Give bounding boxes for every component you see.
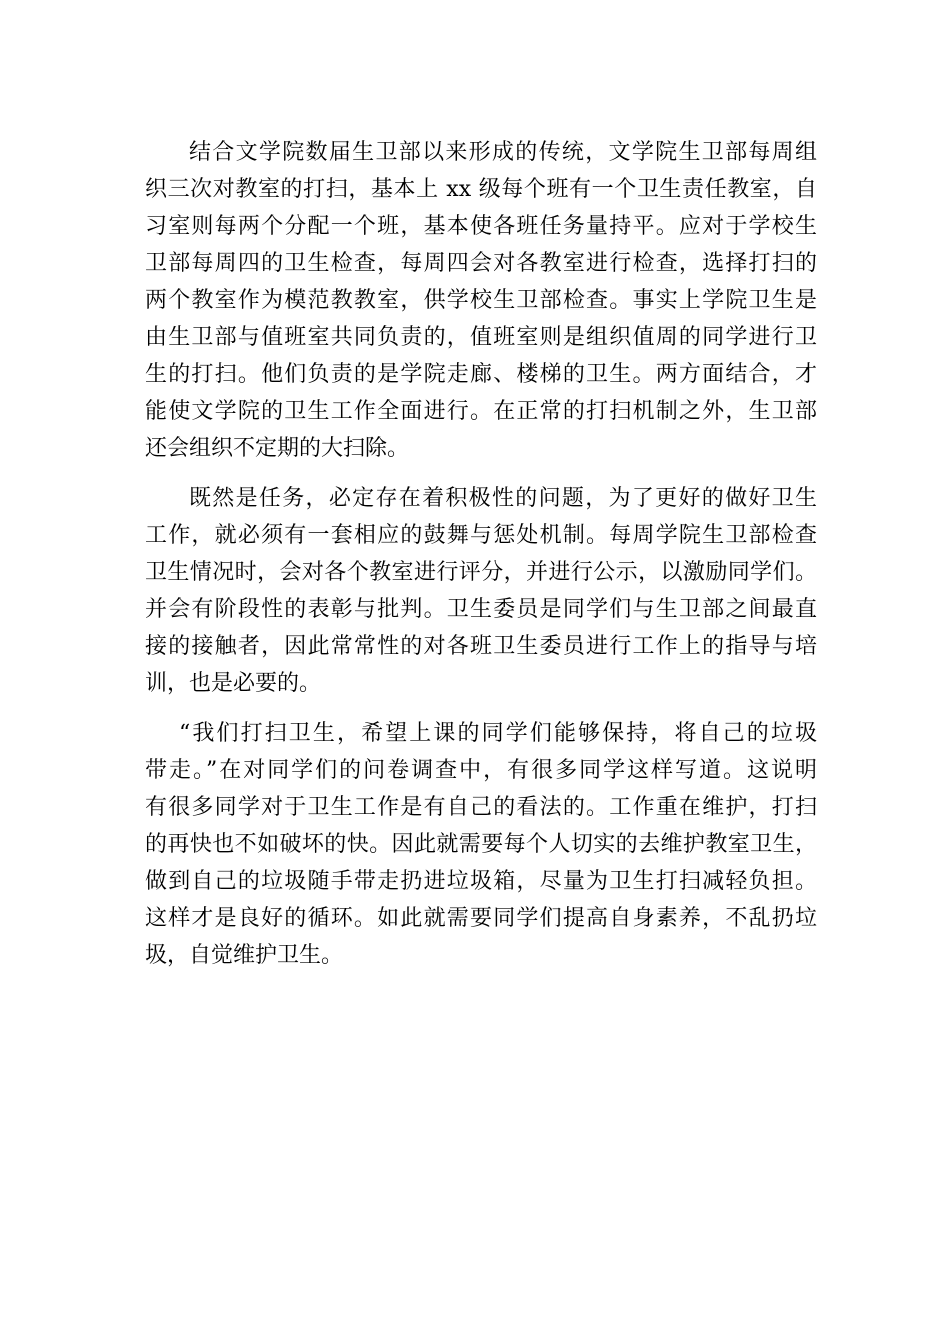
text-line: 两个教室作为模范教教室，供学校生卫部检查。事实上学院卫生是 — [145, 288, 817, 313]
text-line: 并会有阶段性的表彰与批判。卫生委员是同学们与生卫部之间最直 — [145, 597, 817, 622]
text-line: 的再快也不如破坏的快。因此就需要每个人切实的去维护教室卫生， — [145, 832, 817, 857]
text-line: 带走。”在对同学们的问卷调查中，有很多同学这样写道。这说明 — [145, 758, 817, 783]
text-line: 接的接触者，因此常常性的对各班卫生委员进行工作上的指导与培 — [145, 634, 817, 659]
text-line: 训，也是必要的。 — [145, 671, 322, 696]
text-line: 还会组织不定期的大扫除。 — [145, 436, 410, 461]
text-line: 习室则每两个分配一个班，基本使各班任务量持平。应对于学校生 — [145, 214, 817, 239]
text-line: 卫部每周四的卫生检查，每周四会对各教室进行检查，选择打扫的 — [145, 251, 817, 276]
text-line: 做到自己的垃圾随手带走扔进垃圾箱，尽量为卫生打扫减轻负担。 — [145, 869, 817, 894]
text-line: 能使文学院的卫生工作全面进行。在正常的打扫机制之外，生卫部 — [145, 399, 817, 424]
text-line: 圾，自觉维护卫生。 — [145, 943, 344, 968]
text-line: 结合文学院数届生卫部以来形成的传统，文学院生卫部每周组 — [189, 140, 817, 165]
text-line: 工作，就必须有一套相应的鼓舞与惩处机制。每周学院生卫部检查 — [145, 523, 817, 548]
text-line: 有很多同学对于卫生工作是有自己的看法的。工作重在维护，打扫 — [145, 795, 817, 820]
text-line: 织三次对教室的打扫，基本上 xx 级每个班有一个卫生责任教室，自 — [145, 177, 817, 202]
paragraph-3 — [145, 715, 817, 974]
document-body — [145, 134, 817, 987]
text-line: 这样才是良好的循环。如此就需要同学们提高自身素养，不乱扔垃 — [145, 906, 817, 931]
text-line: 由生卫部与值班室共同负责的，值班室则是组织值周的同学进行卫 — [145, 325, 817, 350]
text-line: 生的打扫。他们负责的是学院走廊、楼梯的卫生。两方面结合，才 — [145, 362, 817, 387]
text-line: 卫生情况时，会对各个教室进行评分，并进行公示，以激励同学们。 — [145, 560, 817, 585]
paragraph-1 — [145, 134, 817, 467]
text-line: “我们打扫卫生，希望上课的同学们能够保持，将自己的垃圾 — [179, 721, 817, 746]
paragraph-2 — [145, 480, 817, 702]
text-line: 既然是任务，必定存在着积极性的问题，为了更好的做好卫生 — [189, 486, 817, 511]
